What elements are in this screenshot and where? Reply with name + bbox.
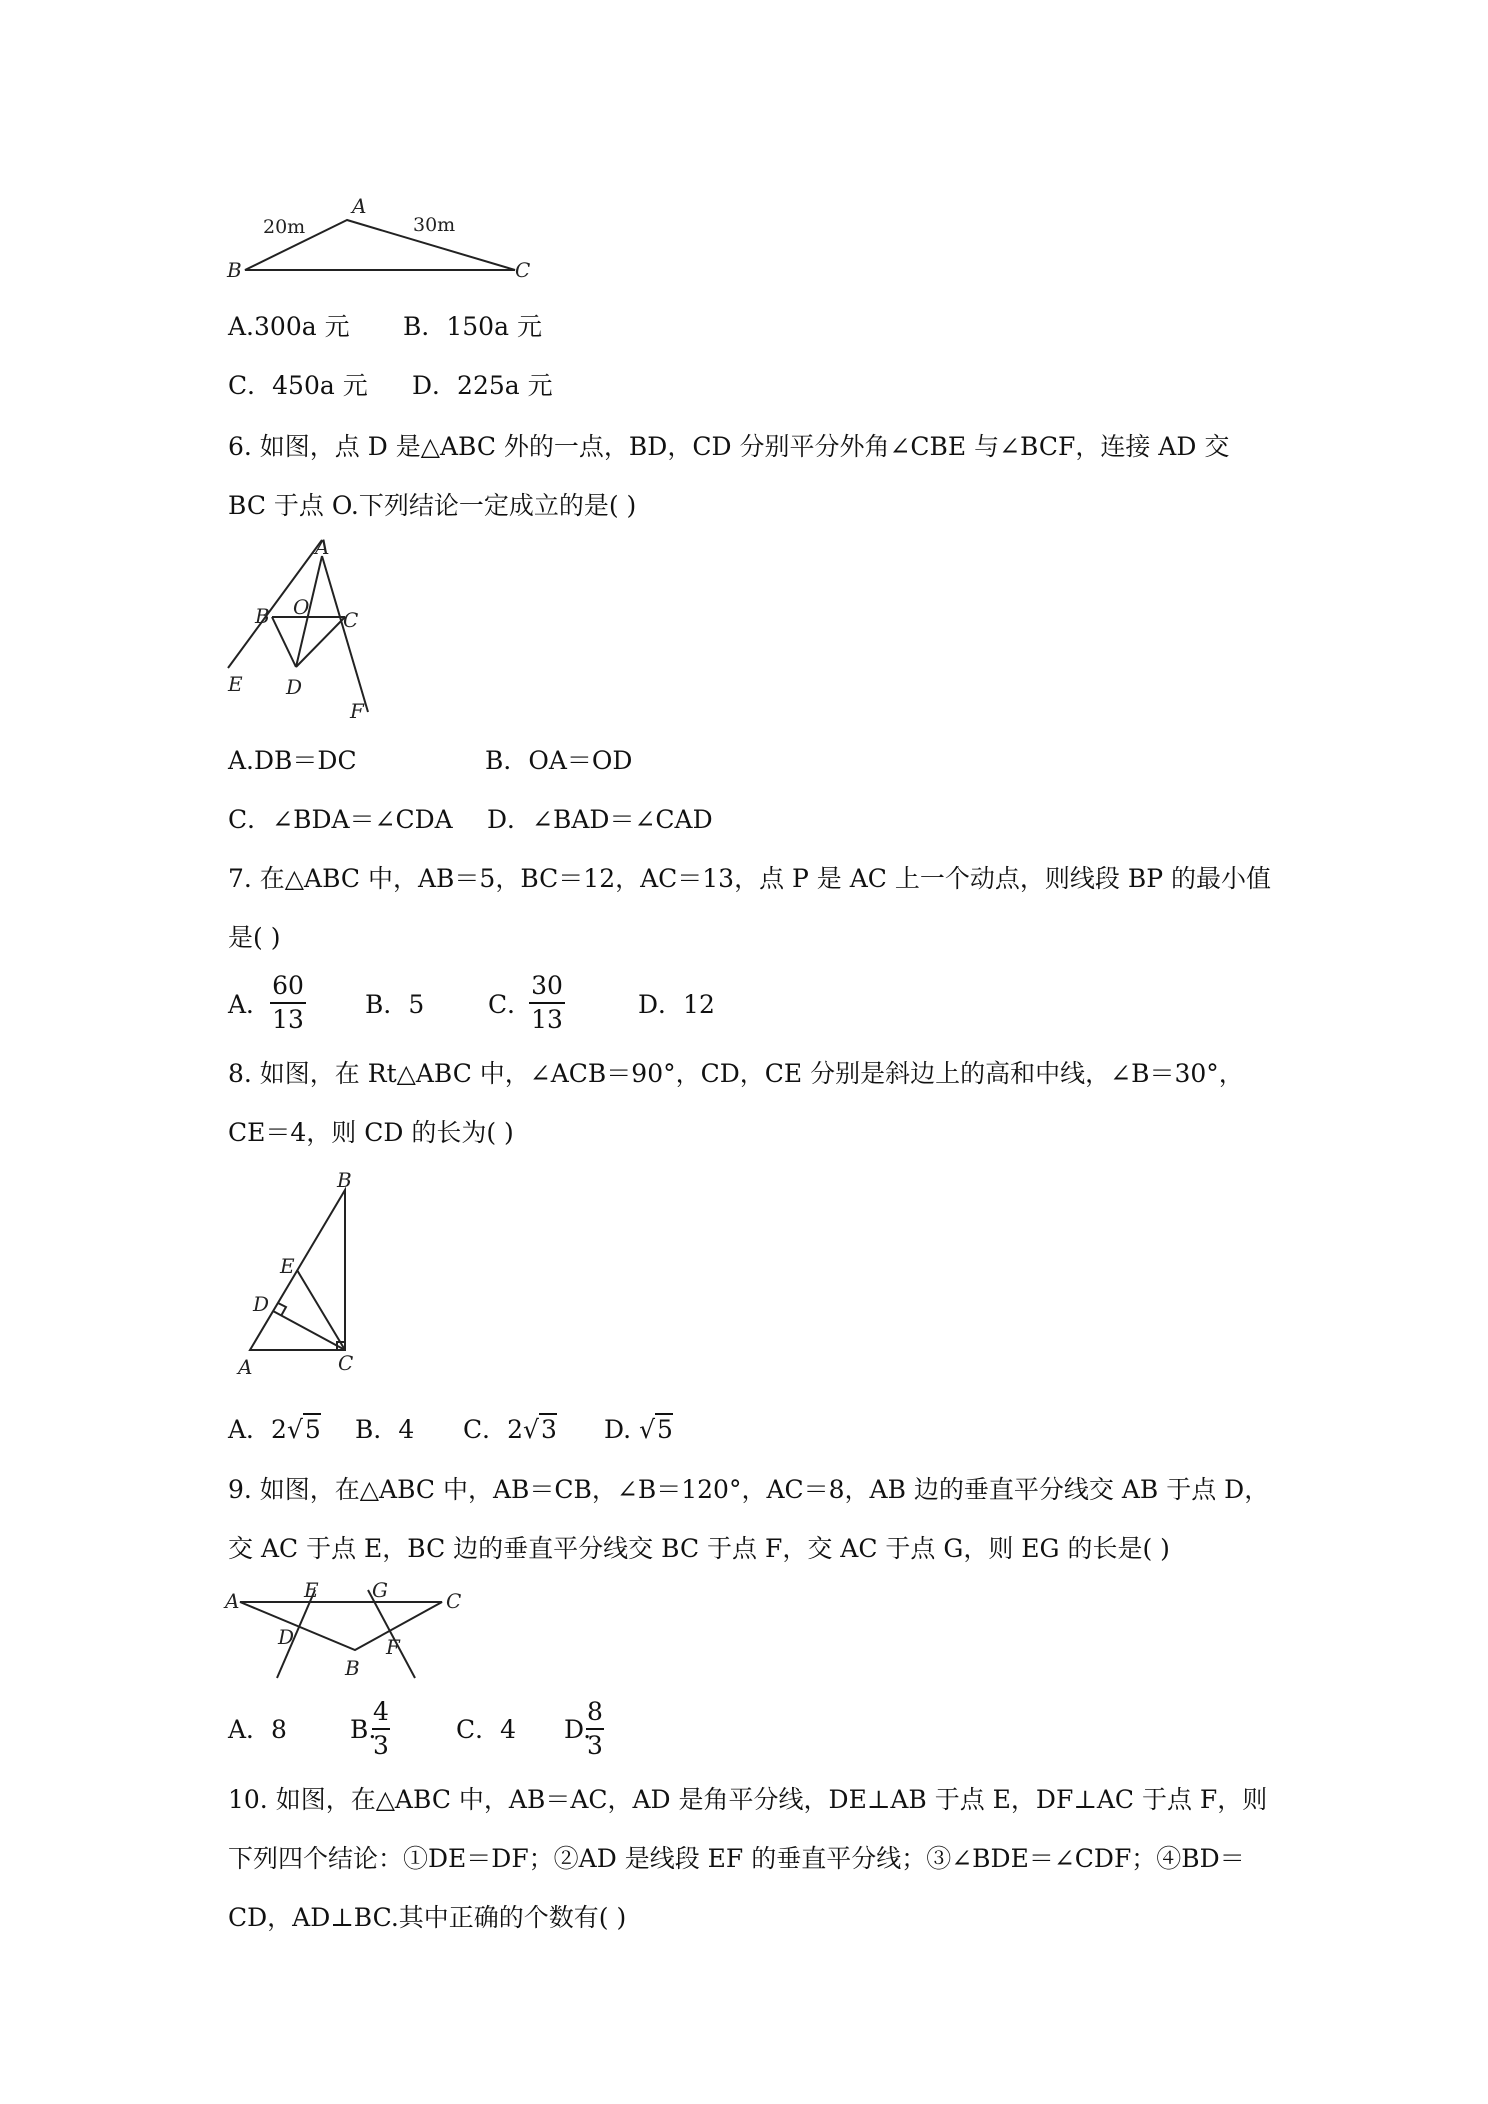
numerator: 4 [373, 1697, 389, 1726]
fraction-bar [270, 1002, 306, 1004]
q5-option-a: A.300a 元 [228, 312, 350, 341]
line-bd [272, 617, 296, 667]
q9-text-line1: 9. 如图，在△ABC 中，AB＝CB，∠B＝120°，AC＝8，AB 边的垂直平分线交 AB 于点 D， [228, 1475, 1270, 1504]
label-c: C [515, 258, 531, 282]
label-d: D [278, 1625, 295, 1649]
denominator: 13 [531, 1005, 563, 1034]
label-f: F [386, 1635, 400, 1659]
label-d: D [286, 675, 303, 699]
radicand: 5 [304, 1415, 321, 1444]
label-a: A [238, 1355, 253, 1379]
q9-option-d-label: D. [564, 1715, 592, 1744]
line-cd [296, 617, 345, 667]
q5-option-b: B．150a 元 [403, 312, 542, 341]
radicand: 3 [540, 1415, 557, 1444]
option-a-label: A．2 [228, 1415, 287, 1444]
label-a: A [225, 1589, 240, 1613]
q9-option-c: C．4 [456, 1715, 517, 1744]
label-e: E [280, 1254, 295, 1278]
q9-option-a: A．8 [228, 1715, 287, 1744]
label-c: C [446, 1589, 462, 1613]
label-b: B [227, 258, 242, 282]
fraction-bar [586, 1728, 604, 1730]
q8-text-line2: CE＝4，则 CD 的长为( ) [228, 1118, 514, 1147]
fraction-bar [529, 1002, 565, 1004]
perp-bisector-bc [368, 1590, 415, 1678]
sqrt-symbol: √5 [286, 1415, 321, 1444]
numerator: 60 [272, 971, 304, 1000]
q9-text-line2: 交 AC 于点 E，BC 边的垂直平分线交 BC 于点 F，交 AC 于点 G，则 EG 的长是( ) [228, 1534, 1170, 1563]
q9-option-b-fraction [372, 1698, 390, 1760]
q7-option-c-label: C． [488, 990, 533, 1019]
q6-text-line2: BC 于点 O.下列结论一定成立的是( ) [228, 491, 637, 520]
option-d-label: D. [604, 1415, 632, 1444]
label-b: B [337, 1168, 352, 1192]
sqrt-symbol: √5 [639, 1415, 673, 1444]
q5-option-d: D．225a 元 [412, 371, 553, 400]
q8-option-c [463, 1414, 557, 1446]
label-a: A [352, 194, 367, 218]
q6-option-a: A.DB＝DC [228, 746, 357, 775]
q9-option-b-label: B. [350, 1715, 377, 1744]
q10-text-line2: 下列四个结论：①DE＝DF；②AD 是线段 EF 的垂直平分线；③∠BDE＝∠CDF；④BD＝ [228, 1844, 1245, 1873]
denominator: 3 [587, 1731, 603, 1760]
q7-option-a-label: A． [228, 990, 272, 1019]
label-ab-length: 20m [263, 216, 306, 238]
q6-figure [220, 535, 380, 723]
q7-text-line2: 是( ) [228, 923, 281, 952]
label-g: G [372, 1578, 388, 1602]
fraction-bar [372, 1728, 390, 1730]
option-c-label: C．2 [463, 1415, 524, 1444]
q8-figure [230, 1170, 370, 1380]
numerator: 8 [587, 1697, 603, 1726]
label-a: A [315, 535, 330, 559]
q7-option-b: B．5 [365, 990, 425, 1019]
label-o: O [293, 595, 310, 619]
q5-triangle-figure [225, 195, 545, 285]
q10-text-line3: CD，AD⊥BC.其中正确的个数有( ) [228, 1903, 627, 1932]
q6-option-b: B．OA＝OD [485, 746, 633, 775]
denominator: 3 [373, 1731, 389, 1760]
q10-text-line1: 10. 如图，在△ABC 中，AB＝AC，AD 是角平分线，DE⊥AB 于点 E，DF⊥AC 于点 F，则 [228, 1785, 1268, 1814]
triangle-abc [240, 1602, 442, 1650]
q6-text-line1: 6. 如图，点 D 是△ABC 外的一点，BD，CD 分别平分外角∠CBE 与∠BCF，连接 AD 交 [228, 432, 1230, 461]
q9-option-d-fraction [586, 1698, 604, 1760]
q7-option-c-fraction [529, 972, 565, 1034]
q6-option-c: C．∠BDA＝∠CDA [228, 805, 453, 834]
label-c: C [343, 608, 359, 632]
q8-option-b: B．4 [355, 1415, 415, 1444]
label-d: D [253, 1292, 270, 1316]
q8-option-d [604, 1414, 673, 1446]
q8-text-line1: 8. 如图，在 Rt△ABC 中，∠ACB＝90°，CD，CE 分别是斜边上的高和中线，∠B＝30°， [228, 1059, 1244, 1088]
label-b: B [255, 604, 270, 628]
q6-option-d: D．∠BAD＝∠CAD [487, 805, 713, 834]
q7-option-a-fraction [270, 972, 306, 1034]
q8-option-a [228, 1414, 321, 1446]
radicand: 5 [657, 1415, 673, 1444]
sqrt-symbol: √3 [523, 1415, 557, 1444]
label-c: C [338, 1351, 354, 1375]
denominator: 13 [272, 1005, 304, 1034]
numerator: 30 [531, 971, 563, 1000]
label-b: B [345, 1656, 360, 1680]
label-e: E [228, 672, 243, 696]
q7-option-d: D．12 [638, 990, 715, 1019]
label-f: F [350, 699, 364, 723]
label-e: E [304, 1578, 319, 1602]
q5-option-c: C．450a 元 [228, 371, 368, 400]
q7-text-line1: 7. 在△ABC 中，AB＝5，BC＝12，AC＝13，点 P 是 AC 上一个动点，则线段 BP 的最小值 [228, 864, 1271, 893]
q9-figure [220, 1580, 480, 1690]
label-ac-length: 30m [413, 214, 456, 236]
